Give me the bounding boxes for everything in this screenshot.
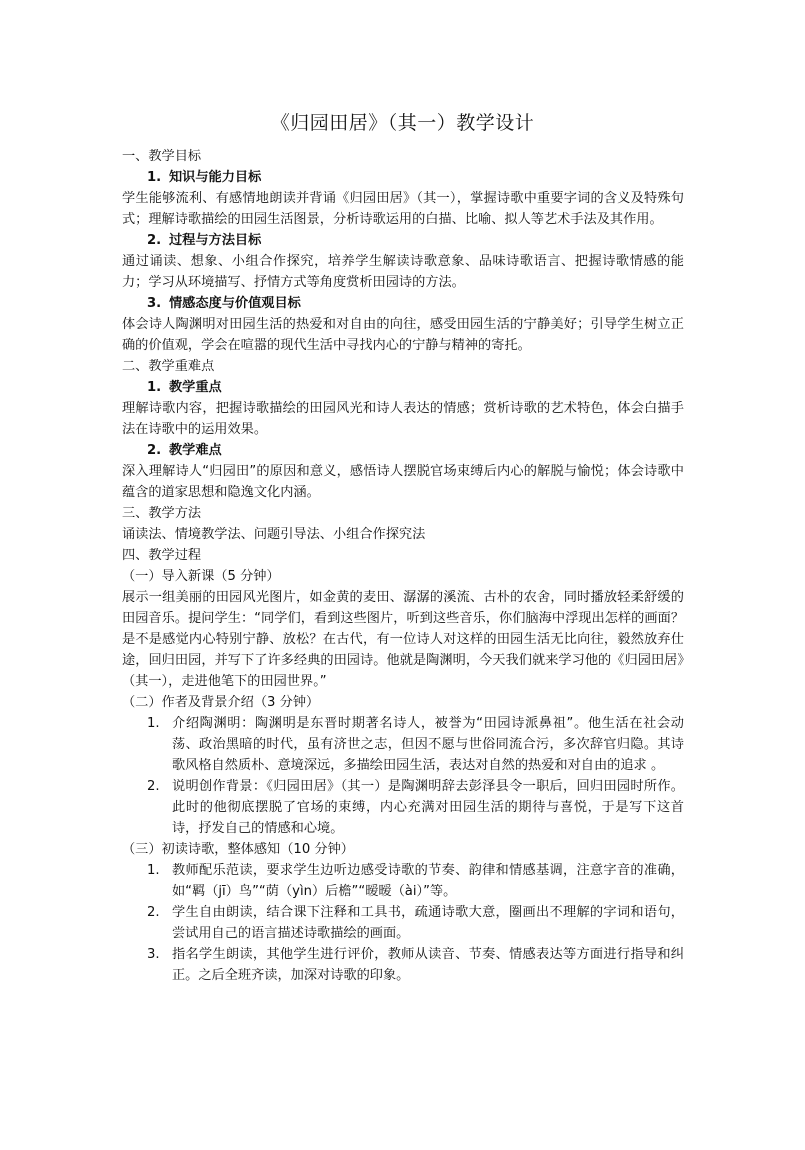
paragraph-difficulty: 深入理解诗人“归园田”的原因和意义，感悟诗人摆脱官场束缚后内心的解脱与愉悦；体会诗歌中蕴含的道家思想和隐逸文化内涵。: [122, 464, 684, 500]
paragraph-focus: 理解诗歌内容，把握诗歌描绘的田园风光和诗人表达的情感；赏析诗歌的艺术特色，体会白描手法在诗歌中的运用效果。: [122, 401, 684, 437]
subheading-number: 1.: [147, 170, 162, 185]
subheading-label: 教学重点: [169, 380, 222, 395]
list-item: [122, 860, 684, 902]
part-heading-first-reading: （三）初读诗歌，整体感知（10 分钟）: [122, 842, 354, 857]
list-item-text: 教师配乐范读，要求学生边听边感受诗歌的节奏、韵律和情感基调，注意字音的准确，如“羁（jī）鸟”“荫（yìn）后檐”“暧暧（ài）”等。: [172, 863, 684, 899]
list-item: [122, 902, 684, 944]
paragraph-knowledge: 学生能够流利、有感情地朗读并背诵《归园田居》（其一），掌握诗歌中重要字词的含义及特殊句式；理解诗歌描绘的田园生活图景，分析诗歌运用的白描、比喻、拟人等艺术手法及其作用。: [122, 191, 684, 227]
list-item-text: 说明创作背景：《归园田居》（其一）是陶渊明辞去彭泽县令一职后，回归田园时所作。此时的他彻底摆脱了官场的束缚，内心充满对田园生活的期待与喜悦，于是写下这首诗，抒发自己的情感和心境。: [172, 779, 684, 836]
list-item: [122, 713, 684, 776]
list-item-number: 2.: [147, 779, 160, 794]
subheading-process: [122, 230, 684, 251]
section-heading-methods: 三、教学方法: [122, 506, 202, 521]
list-item-number: 3.: [147, 947, 160, 962]
paragraph-intro: 展示一组美丽的田园风光图片，如金黄的麦田、潺潺的溪流、古朴的农舍，同时播放轻柔舒缓的田园音乐。提问学生：“同学们，看到这些图片，听到这些音乐，你们脑海中浮现出怎样的画面？是不是感觉内心特别宁静、放松？在古代，有一位诗人对这样的田园生活无比向往，毅然放弃仕途，回归田园，并写下了许多经典的田园诗。他就是陶渊明，今天我们就来学习他的《归园田居》（其一），走进他笔下的田园世界。”: [122, 590, 684, 689]
subheading-values: [122, 293, 684, 314]
document-title: 《归园田居》（其一）教学设计: [270, 112, 535, 134]
list-item-text: 指名学生朗读，其他学生进行评价，教师从读音、节奏、情感表达等方面进行指导和纠正。之后全班齐读，加深对诗歌的印象。: [172, 947, 684, 983]
subheading-difficulty: [122, 440, 684, 461]
subheading-knowledge: [122, 167, 684, 188]
list-item-text: 介绍陶渊明：陶渊明是东晋时期著名诗人，被誉为“田园诗派鼻祖”。他生活在社会动荡、政治黑暗的时代，虽有济世之志，但因不愿与世俗同流合污，多次辞官归隐。其诗歌风格自然质朴、意境深远，多描绘田园生活，表达对自然的热爱和对自由的追求 。: [172, 716, 684, 773]
list-item: [122, 776, 684, 839]
subheading-number: 3.: [147, 296, 162, 311]
paragraph-values: 体会诗人陶渊明对田园生活的热爱和对自由的向往，感受田园生活的宁静美好；引导学生树立正确的价值观，学会在喧嚣的现代生活中寻找内心的宁静与精神的寄托。: [122, 317, 684, 353]
subheading-number: 1.: [147, 380, 162, 395]
subheading-label: 教学难点: [169, 443, 222, 458]
list-first-reading: [122, 860, 684, 986]
document-body: [122, 146, 684, 986]
subheading-label: 知识与能力目标: [169, 170, 262, 185]
part-heading-intro: （一）导入新课（5 分钟）: [122, 569, 280, 584]
subheading-number: 2.: [147, 233, 162, 248]
part-heading-author: （二）作者及背景介绍（3 分钟）: [122, 695, 320, 710]
section-heading-objectives: 一、教学目标: [122, 149, 202, 164]
paragraph-methods: 诵读法、情境教学法、问题引导法、小组合作探究法: [122, 527, 426, 542]
list-item-text: 学生自由朗读，结合课下注释和工具书，疏通诗歌大意，圈画出不理解的字词和语句，尝试用自己的语言描述诗歌描绘的画面。: [172, 905, 684, 941]
subheading-label: 过程与方法目标: [169, 233, 262, 248]
section-heading-process: 四、教学过程: [122, 548, 202, 563]
list-author: [122, 713, 684, 839]
list-item: [122, 944, 684, 986]
list-item-number: 1.: [147, 716, 160, 731]
subheading-label: 情感态度与价值观目标: [169, 296, 301, 311]
subheading-focus: [122, 377, 684, 398]
list-item-number: 1.: [147, 863, 160, 878]
list-item-number: 2.: [147, 905, 160, 920]
section-heading-key-points: 二、教学重难点: [122, 359, 215, 374]
paragraph-process: 通过诵读、想象、小组合作探究，培养学生解读诗歌意象、品味诗歌语言、把握诗歌情感的能力；学习从环境描写、抒情方式等角度赏析田园诗的方法。: [122, 254, 684, 290]
subheading-number: 2.: [147, 443, 162, 458]
